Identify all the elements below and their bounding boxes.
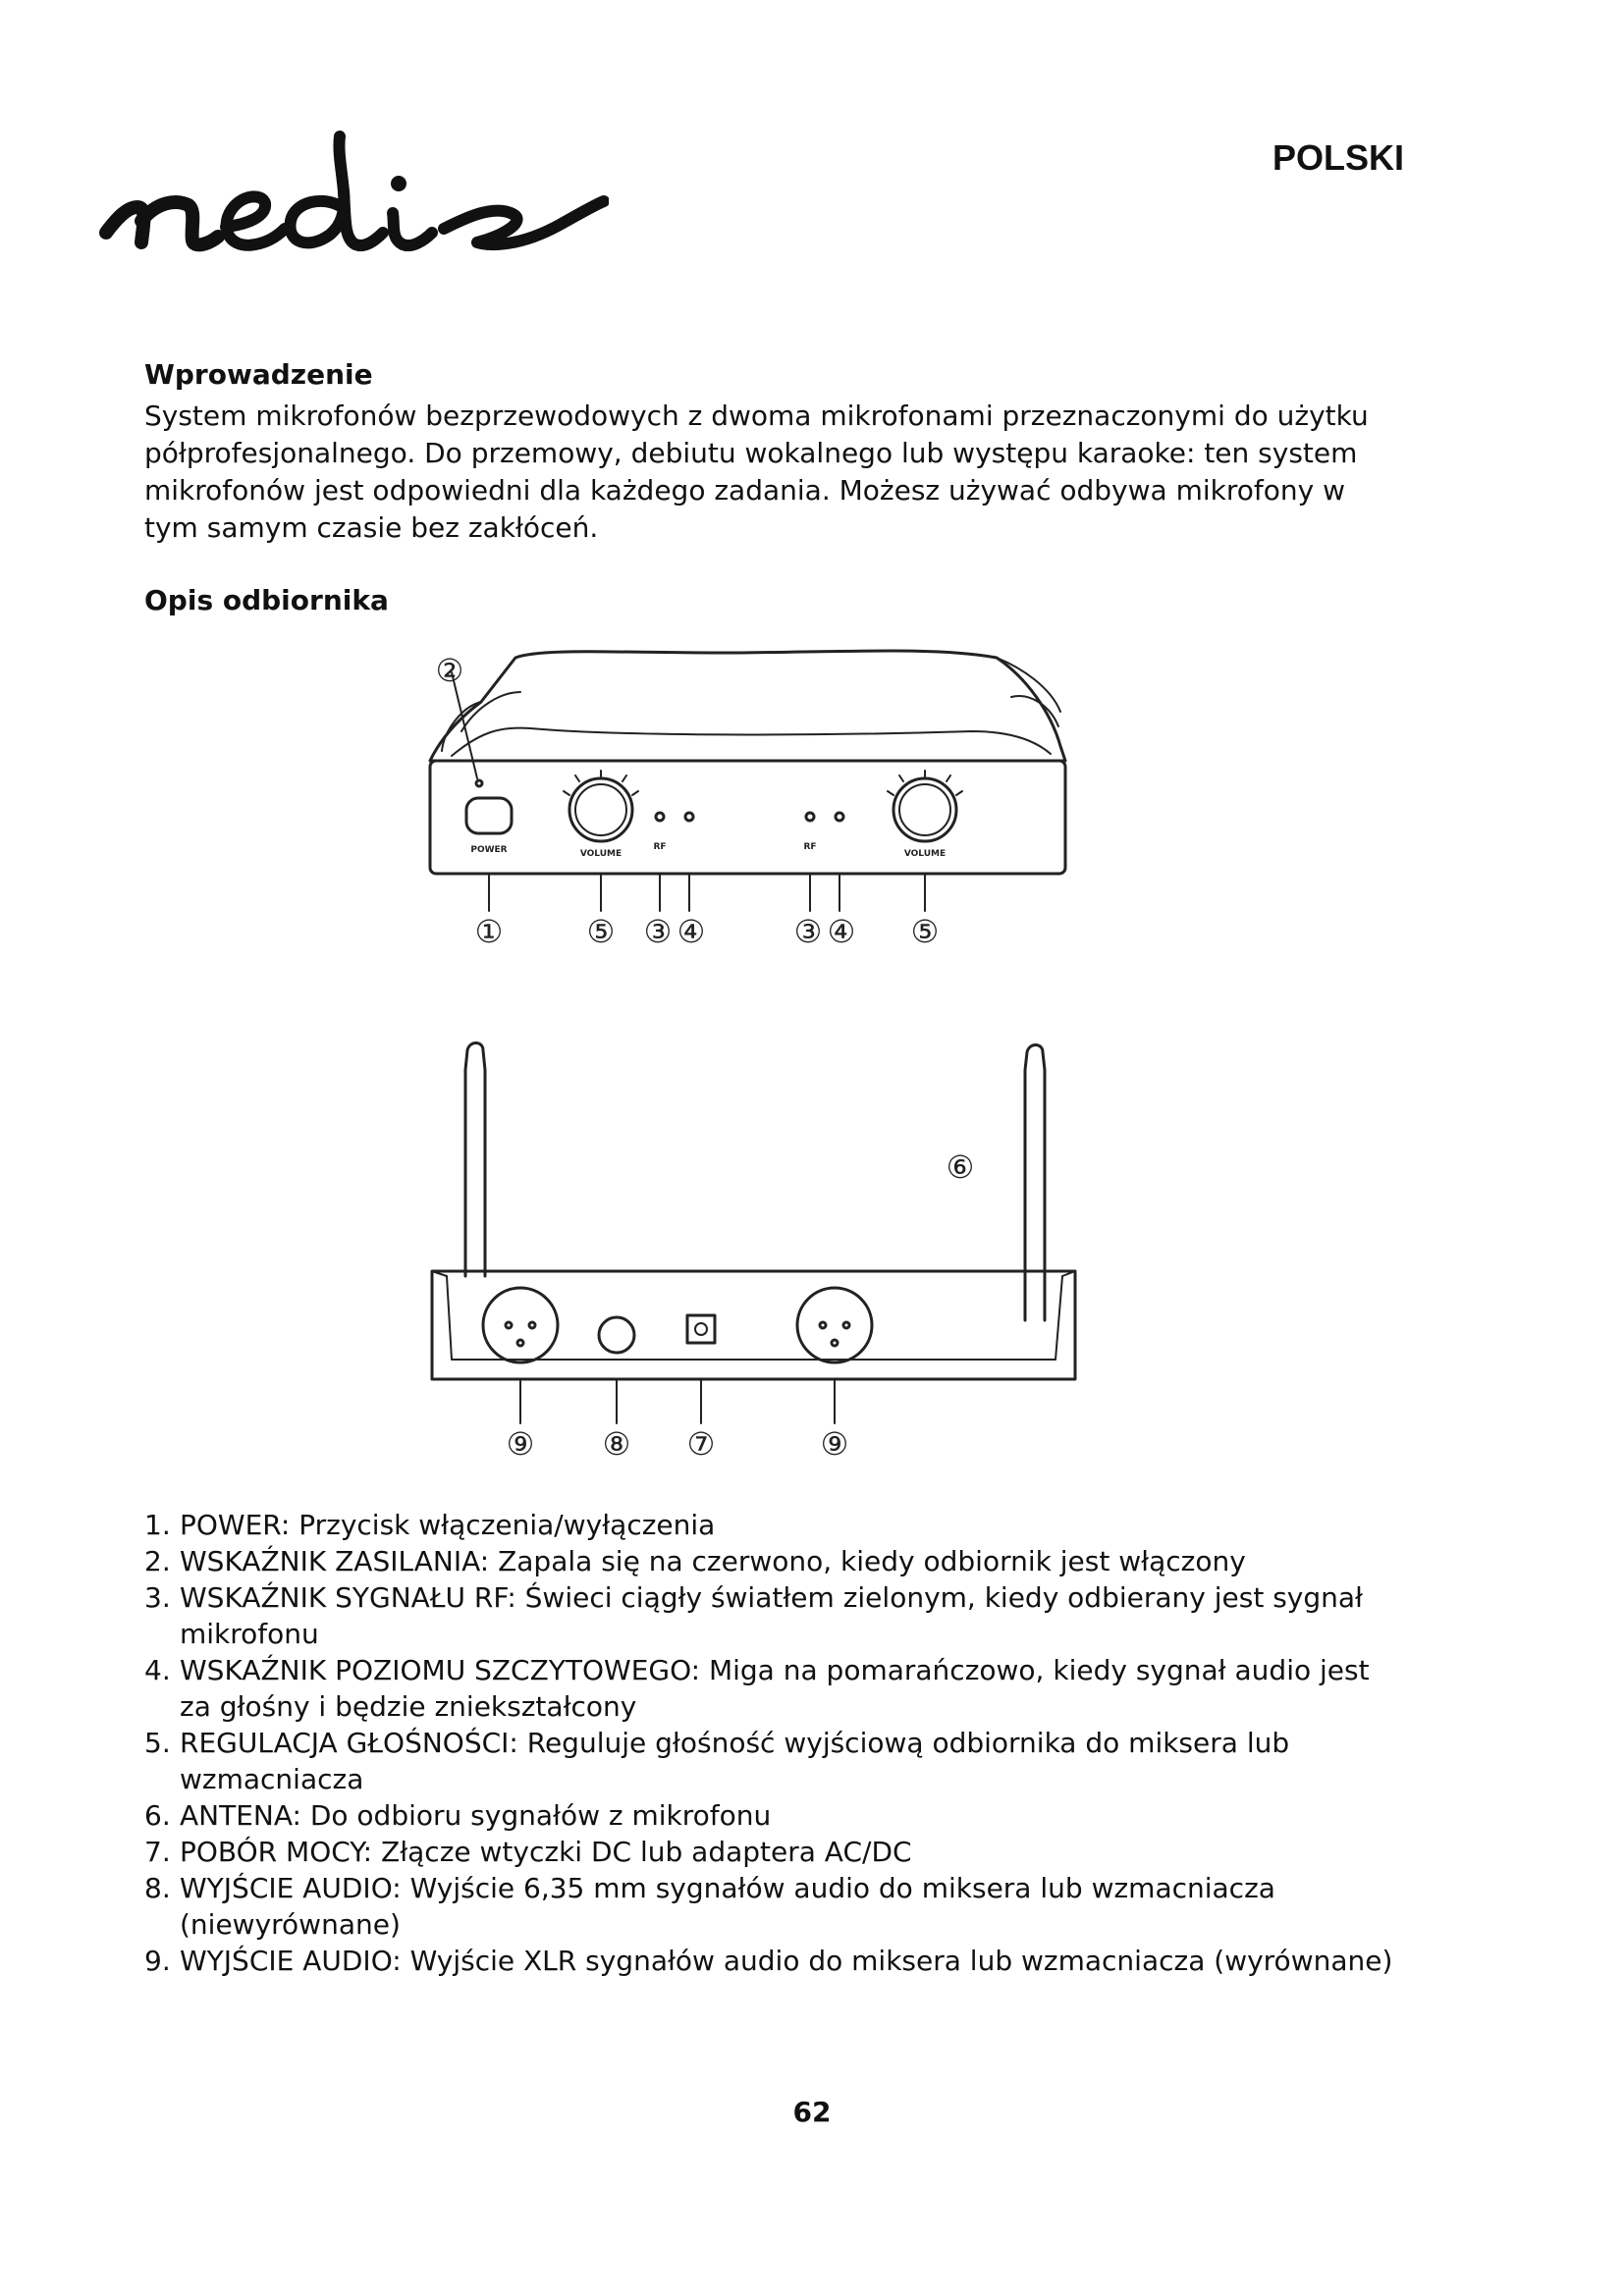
callout-4-right: ④ [827, 913, 856, 950]
callout-9-left: ⑨ [506, 1425, 535, 1463]
rf-label-left: RF [653, 842, 667, 852]
callout-5-left: ⑤ [586, 913, 616, 950]
volume-knob-right [893, 778, 956, 841]
xlr-output-left [483, 1288, 558, 1362]
receiver-heading: Opis odbiornika [144, 584, 389, 616]
callout-4-left: ④ [677, 913, 706, 950]
intro-heading: Wprowadzenie [144, 358, 373, 391]
list-item: 5. REGULACJA GŁOŚNOŚCI: Reguluje głośność wyjściową odbiornika do miksera lub wzmacniacza [144, 1727, 1290, 1795]
list-item: 6. ANTENA: Do odbioru sygnałów z mikrofonu [144, 1799, 772, 1832]
callout-6: ⑥ [946, 1148, 975, 1186]
list-item: 4. WSKAŹNIK POZIOMU SZCZYTOWEGO: Miga na pomarańczowo, kiedy sygnał audio jest za głośny i będzie zniekształcony [144, 1654, 1370, 1723]
page-number: 62 [792, 2096, 832, 2128]
volume-knob-left [569, 778, 632, 841]
callout-9-right: ⑨ [820, 1425, 849, 1463]
language-label: POLSKI [1272, 137, 1404, 178]
receiver-top-body [430, 651, 1065, 761]
list-item: 8. WYJŚCIE AUDIO: Wyjście 6,35 mm sygnałów audio do miksera lub wzmacniacza (niewyrównane) [144, 1872, 1275, 1941]
list-item: 1. POWER: Przycisk włączenia/wyłączenia [144, 1509, 716, 1541]
power-label: POWER [470, 845, 508, 855]
xlr-output-right [797, 1288, 872, 1362]
callout-3-right: ③ [793, 913, 823, 950]
volume-label-right: VOLUME [903, 849, 947, 859]
rf-label-right: RF [803, 842, 817, 852]
list-item: 2. WSKAŹNIK ZASILANIA: Zapala się na czerwono, kiedy odbiornik jest włączony [144, 1545, 1246, 1577]
callout-5-right: ⑤ [910, 913, 940, 950]
callout-2: ② [435, 652, 464, 689]
feature-list [144, 1507, 1401, 1979]
receiver-front-panel [430, 761, 1065, 874]
callout-1: ① [474, 913, 504, 950]
nedis-logo [98, 123, 609, 270]
list-item: 7. POBÓR MOCY: Złącze wtyczki DC lub adaptera AC/DC [144, 1836, 912, 1868]
callout-3-left: ③ [643, 913, 673, 950]
callout-8: ⑧ [602, 1425, 631, 1463]
antenna-right [1025, 1045, 1045, 1321]
jack-output [599, 1317, 634, 1353]
list-item: 9. WYJŚCIE AUDIO: Wyjście XLR sygnałów audio do miksera lub wzmacniacza (wyrównane) [144, 1945, 1393, 1977]
antenna-left [465, 1043, 485, 1277]
intro-paragraph: System mikrofonów bezprzewodowych z dwoma mikrofonami przeznaczonymi do użytku półprofesjonalnego. Do przemowy, debiutu wokalnego lub występu karaoke: ten system mikrofonów jest odpowiedni dla każdego zadania. Możesz używać odbywa mikrofony w tym samym czasie bez zakłóceń. [144, 400, 1369, 544]
dc-input [687, 1315, 715, 1343]
receiver-diagram [422, 638, 1090, 1502]
list-item: 3. WSKAŹNIK SYGNAŁU RF: Świeci ciągły światłem zielonym, kiedy odbierany jest sygnał mikrofonu [144, 1581, 1364, 1650]
volume-label-left: VOLUME [579, 849, 623, 859]
power-button-drawing [466, 798, 512, 833]
callout-7: ⑦ [686, 1425, 716, 1463]
